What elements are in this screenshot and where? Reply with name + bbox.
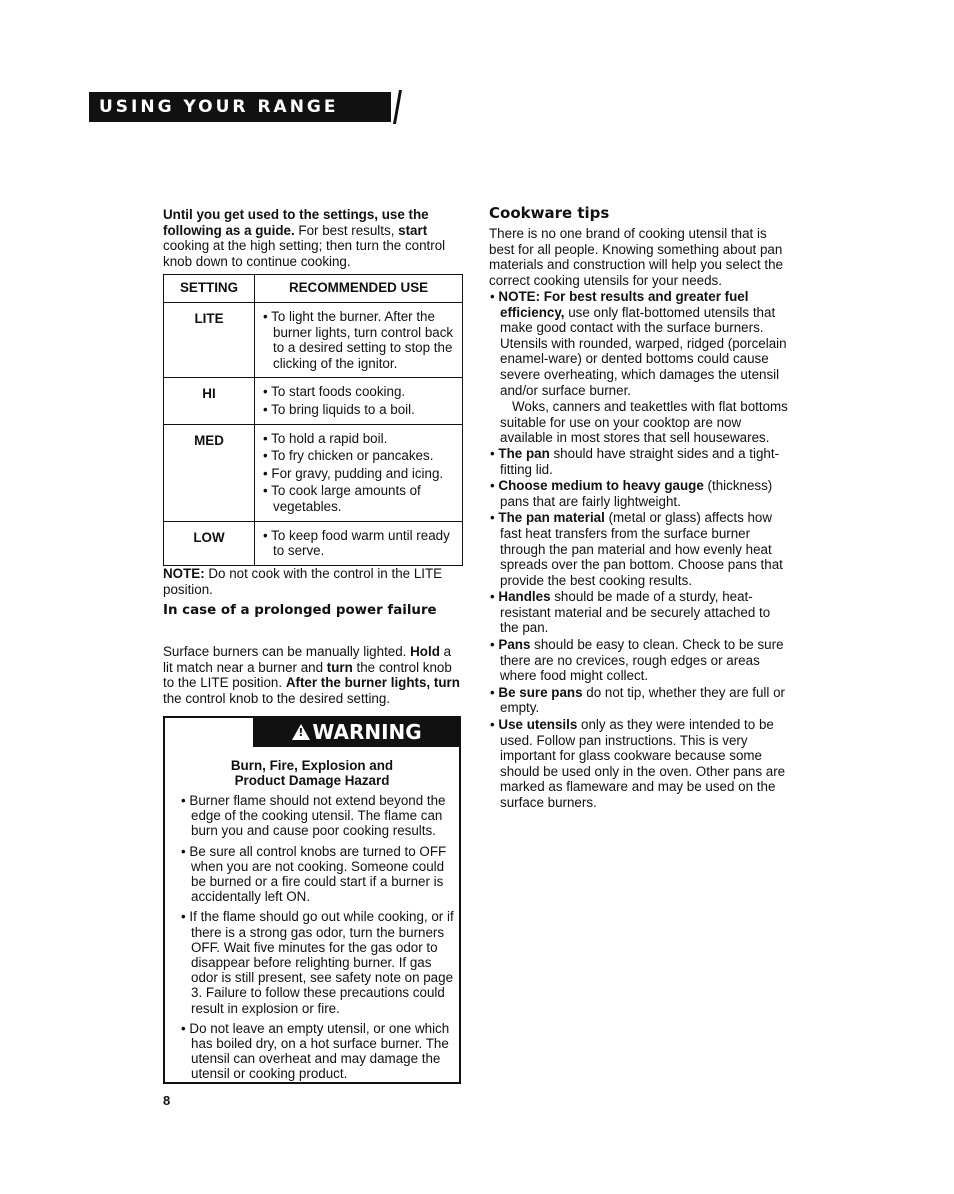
list-item: • The pan should have straight sides and a tight-fitting lid.: [490, 445, 780, 477]
cookware-list: [489, 289, 791, 812]
warning-item: • If the flame should go out while cooking, or if there is a strong gas odor, turn the burners OFF. Wait five minutes for the gas odor to disappear before relighting burner. If gas odor is still present, see safety note on page 3. Failure to follow these precautions could result in explosion or fire.: [181, 909, 454, 1016]
use-cell: [255, 378, 463, 424]
list-item: • Pans should be easy to clean. Check to be sure there are no crevices, rough edges or areas where food might collect.: [490, 637, 784, 684]
lite-note: [163, 566, 463, 597]
section-header: [89, 92, 391, 122]
note-label: NOTE:: [163, 566, 205, 581]
settings-table: [163, 274, 463, 566]
use-item: • To cook large amounts of vegetables.: [263, 483, 421, 514]
list-item-continuation: Woks, canners and teakettles with flat bottoms suitable for use on your cooktop are now available in most stores that sell housewares.: [500, 399, 788, 446]
table-row: [164, 378, 463, 424]
setting-cell: MED: [164, 424, 255, 521]
list-item: • Choose medium to heavy gauge (thickness) pans that are fairly lightweight.: [490, 478, 773, 509]
intro-rest: cooking at the high setting; then turn the control knob down to continue cooking.: [163, 238, 446, 269]
cookware-intro: There is no one brand of cooking utensil that is best for all people. Knowing something about pan materials and construction will help you select the correct cooking utensils for your needs.: [489, 226, 783, 288]
table-header-row: [164, 275, 463, 303]
page-number: 8: [163, 1093, 171, 1108]
setting-cell: LITE: [164, 303, 255, 378]
warning-box: [163, 716, 461, 1084]
use-item: • To fry chicken or pancakes.: [263, 448, 434, 464]
setting-cell: HI: [164, 378, 255, 424]
list-item: • The pan material (metal or glass) affects how fast heat transfers from the surface burner through the pan material and how evenly heat spreads over the pan bottom. Choose pans that provide the best cooking results.: [490, 510, 783, 588]
use-item: • To start foods cooking.: [263, 384, 406, 400]
power-failure-text: Surface burners can be manually lighted. Hold a lit match near a burner and turn the control knob to the LITE position. After the burner lights, turn the control knob to the desired setting.: [163, 644, 460, 706]
use-cell: [255, 303, 463, 378]
list-item: • Handles should be made of a sturdy, heat-resistant material and be securely attached to the pan.: [490, 589, 771, 636]
use-item: • To bring liquids to a boil.: [263, 401, 415, 417]
note-text: Do not cook with the control in the LITE position.: [163, 566, 443, 597]
use-item: • For gravy, pudding and icing.: [263, 465, 444, 481]
cookware-heading: Cookware tips: [489, 204, 610, 222]
table-row: [164, 424, 463, 521]
setting-column-header: SETTING: [164, 275, 255, 303]
warning-title: Burn, Fire, Explosion and Product Damage Hazard: [230, 758, 394, 788]
setting-cell: LOW: [164, 521, 255, 565]
use-cell: [255, 424, 463, 521]
list-item: • Be sure pans do not tip, whether they are full or empty.: [490, 684, 785, 716]
use-item: • To keep food warm until ready to serve.: [263, 527, 450, 559]
list-item: • NOTE: For best results and greater fuel efficiency, use only flat-bottomed utensils that make good contact with the surface burners. Utensils with rounded, warped, ridged (porcelain enamel-ware) or dented bottoms could cause severe overheating, which damages the utensil and/or surface burner.: [490, 289, 787, 398]
use-item: • To hold a rapid boil.: [263, 430, 388, 446]
use-cell: [255, 521, 463, 565]
warning-banner: [253, 718, 461, 747]
power-failure-heading: In case of a prolonged power failure: [163, 603, 437, 618]
intro-b1: For best results,: [298, 222, 399, 238]
table-row: [164, 521, 463, 565]
intro-bold: Until you get used to the settings, use the following as a guide.: [163, 207, 429, 238]
table-row: [164, 303, 463, 378]
list-item: • Use utensils only as they were intended to be used. Follow pan instructions. This is very important for glass cookware because some should be used only in the oven. Other pans are marked as flameware and may be used on the surface burners.: [490, 717, 786, 810]
warning-item: • Be sure all control knobs are turned to OFF when you are not cooking. Someone could be burned or a fire could start if a burner is accidentally left ON.: [181, 843, 447, 905]
use-item: • To light the burner. After the burner lights, turn control back to a desired setting to stop the clicking of the ignitor.: [263, 309, 454, 371]
use-column-header: RECOMMENDED USE: [255, 275, 463, 303]
warning-item: • Burner flame should not extend beyond the edge of the cooking utensil. The flame can burn you and cause poor cooking results.: [181, 793, 446, 839]
warning-list: [179, 793, 455, 1087]
intro-paragraph: [163, 207, 463, 269]
warning-triangle-icon: !: [292, 724, 310, 740]
warning-item: • Do not leave an empty utensil, or one which has boiled dry, on a hot surface burner. The utensil can overheat and may damage the utensil or cooking product.: [181, 1020, 450, 1082]
warning-banner-text: WARNING: [312, 720, 422, 744]
section-title: USING YOUR RANGE: [99, 97, 339, 117]
intro-b2: start: [398, 222, 428, 238]
